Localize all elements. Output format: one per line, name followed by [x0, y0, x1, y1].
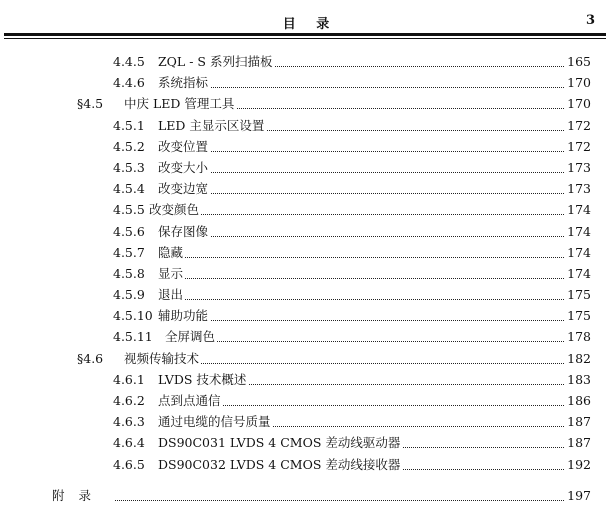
toc-dot-leader: [158, 151, 568, 152]
toc-entry-number: 4.4.6: [113, 75, 145, 91]
toc-dot-leader: [158, 299, 568, 300]
toc-entry-page: 173: [565, 157, 591, 178]
toc-entry-title: 改变颜色: [149, 199, 201, 220]
toc-entry-number: 4.5.9: [113, 287, 145, 303]
toc-entry: [0, 51, 613, 72]
toc-entry-title: 点到点通信: [158, 390, 223, 411]
toc-entry-page: 187: [565, 411, 591, 432]
toc-entry-title: 全屏调色: [165, 326, 217, 347]
toc-entry-number: 4.5.3: [113, 159, 145, 175]
toc-entry: [0, 326, 613, 347]
toc-entry-page: 173: [565, 178, 591, 199]
toc-entry-title: 系统指标: [158, 72, 210, 93]
toc-entry-page: 175: [565, 305, 591, 326]
toc-dot-leader: [158, 320, 568, 321]
toc-entry-number: 4.6.1: [113, 371, 145, 387]
toc-dot-leader: [115, 500, 568, 501]
toc-entry-title: DS90C032 LVDS 4 CMOS 差动线接收器: [158, 454, 402, 475]
toc-entry: [0, 178, 613, 199]
toc-entry: [0, 284, 613, 305]
toc-entry-number: §4.5: [77, 96, 104, 112]
toc-entry-title: 改变位置: [158, 136, 210, 157]
toc-entry-page: 182: [565, 348, 591, 369]
toc-entry-page: 170: [565, 72, 591, 93]
toc-entry-title: 中庆 LED 管理工具: [124, 93, 236, 114]
toc-dot-leader: [158, 257, 568, 258]
toc-entry-title: 改变大小: [158, 157, 210, 178]
toc-entry-number: 4.6.4: [113, 435, 145, 451]
toc-entry: [0, 432, 613, 453]
toc-entry-title: 显示: [158, 263, 185, 284]
toc-dot-leader: [149, 214, 568, 215]
toc-entry-page: 175: [565, 284, 591, 305]
toc-dot-leader: [165, 341, 568, 342]
toc-entry: [0, 157, 613, 178]
toc-entry-page: 174: [565, 242, 591, 263]
toc-entry-title: 通过电缆的信号质量: [158, 411, 273, 432]
toc-entry-title: 视频传输技术: [124, 348, 201, 369]
toc-entry-page: 174: [565, 263, 591, 284]
toc-entry-number: 4.6.5: [113, 456, 145, 472]
toc-entry-title: LED 主显示区设置: [158, 115, 266, 136]
toc-entry: [0, 115, 613, 136]
toc-dot-leader: [158, 236, 568, 237]
header-title: 目 录: [282, 17, 331, 32]
toc-dot-leader: [158, 193, 568, 194]
toc-entry-title: 退出: [158, 284, 185, 305]
toc-entry: [0, 263, 613, 284]
toc-entry-page: 186: [565, 390, 591, 411]
toc-entry: [0, 305, 613, 326]
toc-entry-title: DS90C031 LVDS 4 CMOS 差动线驱动器: [158, 432, 402, 453]
toc-entry-number: §4.6: [77, 350, 104, 366]
toc-dot-leader: [158, 278, 568, 279]
table-of-contents: [0, 51, 613, 506]
toc-entry-number: 4.6.2: [113, 393, 145, 408]
toc-dot-leader: [158, 87, 568, 88]
toc-entry-page: 183: [565, 369, 591, 390]
toc-entry-number: 4.5.2: [113, 138, 145, 154]
toc-entry-number: 4.5.11: [113, 329, 153, 345]
toc-dot-leader: [158, 172, 568, 173]
toc-entry-number: 4.5.10: [113, 308, 153, 324]
header-rule-thin: [4, 38, 606, 39]
toc-entry-page: 172: [565, 136, 591, 157]
toc-entry: [0, 242, 613, 263]
toc-entry: [0, 199, 613, 220]
page-header: [0, 0, 613, 42]
toc-entry-page: 174: [565, 199, 591, 220]
toc-entry-page: 170: [565, 93, 591, 114]
toc-entry-page: 187: [565, 432, 591, 453]
toc-entry: [0, 221, 613, 242]
toc-entry-title: ZQL - S 系列扫描板: [158, 51, 274, 72]
toc-entry: [0, 485, 613, 506]
toc-entry-number: 4.4.5: [113, 54, 145, 69]
toc-entry-page: 174: [565, 221, 591, 242]
toc-entry: [0, 348, 613, 369]
toc-entry-page: 172: [565, 115, 591, 136]
toc-entry-page: 178: [565, 326, 591, 347]
toc-entry-page: 165: [565, 51, 591, 72]
toc-entry: [0, 136, 613, 157]
toc-entry: [0, 411, 613, 432]
toc-entry-title: 辅助功能: [158, 305, 210, 326]
toc-entry: [0, 72, 613, 93]
toc-entry-page: 197: [565, 485, 591, 506]
toc-entry-page: 192: [565, 454, 591, 475]
toc-entry-number: 4.5.1: [113, 117, 145, 133]
toc-entry-number: 4.5.7: [113, 244, 145, 260]
toc-entry: [0, 390, 613, 411]
toc-entry-number: 4.6.3: [113, 414, 145, 430]
header-page-number: 3: [585, 13, 595, 28]
toc-entry-number: 4.5.5: [113, 202, 145, 218]
toc-entry: [0, 93, 613, 114]
toc-entry-title: 保存图像: [158, 221, 210, 242]
toc-entry-title: LVDS 技术概述: [158, 369, 248, 390]
toc-entry-number: 4.5.8: [113, 265, 145, 281]
toc-entry: [0, 369, 613, 390]
header-rule-thick: [4, 33, 606, 36]
toc-entry-number: 4.5.4: [113, 181, 145, 197]
toc-entry-number: 4.5.6: [113, 223, 145, 239]
toc-entry-number: 附录: [52, 487, 106, 503]
toc-entry: [0, 454, 613, 475]
toc-entry-title: 隐藏: [158, 242, 185, 263]
toc-entry-title: 改变边宽: [158, 178, 210, 199]
